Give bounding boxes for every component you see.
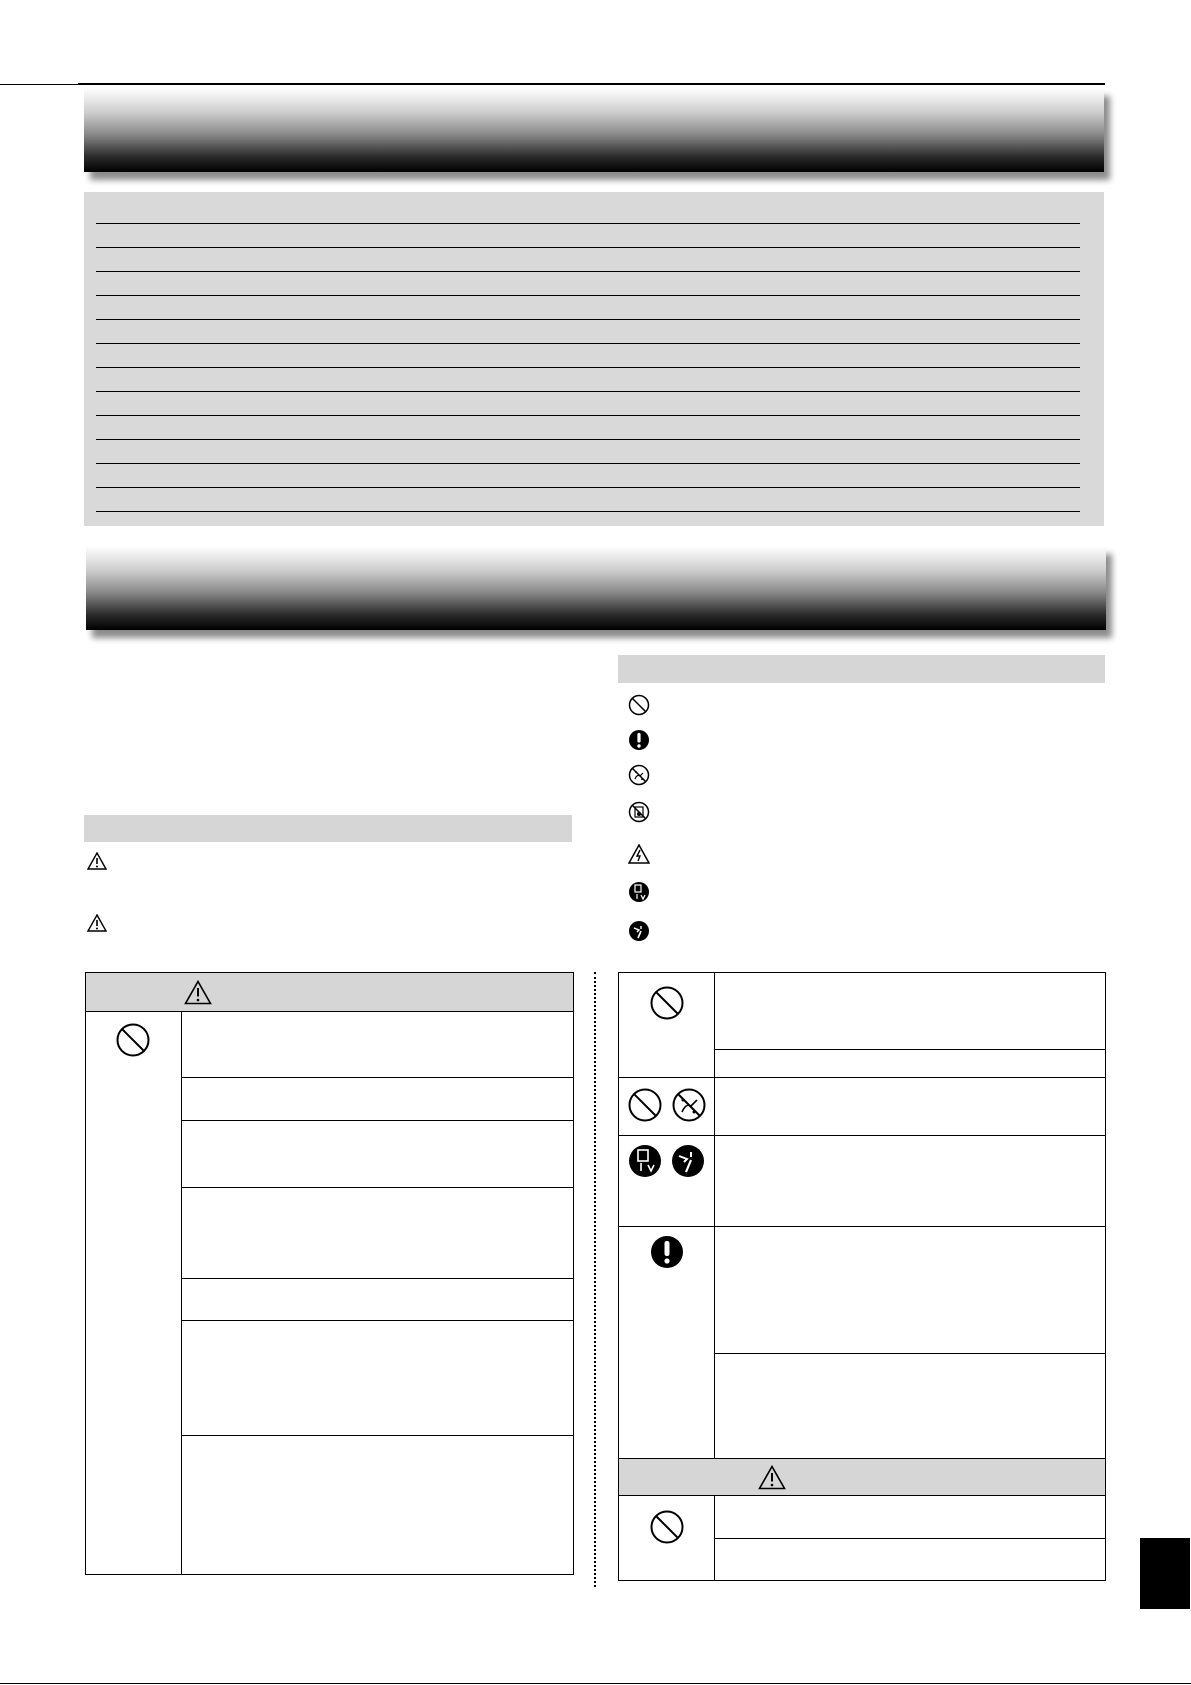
page-tab-marker xyxy=(1140,1538,1190,1609)
toc-entry[interactable] xyxy=(96,415,1080,416)
no-water-splash-icon xyxy=(627,800,651,824)
toc-entry[interactable] xyxy=(96,223,1080,224)
safety-banner xyxy=(86,546,1106,630)
toc-entry[interactable] xyxy=(96,487,1080,488)
prohibited-icon xyxy=(626,1086,664,1124)
unplug-power-icon xyxy=(627,880,651,904)
column-divider xyxy=(714,973,715,1458)
toc-entry[interactable] xyxy=(96,295,1080,296)
unplug-power-icon xyxy=(627,1143,663,1179)
row-divider xyxy=(714,1538,1105,1539)
mandatory-exclamation-icon xyxy=(627,728,651,752)
toc-entry[interactable] xyxy=(96,511,1080,512)
row-divider xyxy=(619,1077,1105,1078)
warning-table xyxy=(85,972,574,1575)
toc-entry[interactable] xyxy=(96,391,1080,392)
disconnect-breaker-icon xyxy=(670,1143,706,1179)
safety-table xyxy=(618,972,1106,1581)
column-divider xyxy=(181,1011,182,1575)
toc-entry[interactable] xyxy=(96,319,1080,320)
prohibited-icon xyxy=(648,1508,686,1546)
mandatory-exclamation-icon xyxy=(649,1234,685,1270)
column-separator xyxy=(594,972,596,1587)
toc-entry[interactable] xyxy=(96,247,1080,248)
toc-entry[interactable] xyxy=(96,439,1080,440)
row-divider xyxy=(181,1077,573,1078)
symbols-bar xyxy=(618,655,1105,683)
no-water-splash-icon xyxy=(670,1086,708,1124)
warning-triangle-icon xyxy=(86,913,108,933)
row-divider xyxy=(181,1278,573,1279)
toc-entry[interactable] xyxy=(96,463,1080,464)
row-divider xyxy=(181,1320,573,1321)
row-divider xyxy=(181,1187,573,1188)
warning-triangle-icon xyxy=(183,979,213,1005)
prohibited-icon xyxy=(648,984,686,1022)
prohibited-icon xyxy=(114,1021,152,1059)
table-of-contents xyxy=(84,192,1104,526)
no-wet-hands-icon xyxy=(627,763,651,787)
disconnect-breaker-icon xyxy=(627,919,651,943)
header-banner xyxy=(84,88,1104,172)
row-divider xyxy=(181,1120,573,1121)
row-divider xyxy=(714,1049,1105,1050)
warning-triangle-icon xyxy=(86,851,108,871)
row-divider xyxy=(181,1435,573,1436)
bottom-rule xyxy=(0,1683,1191,1684)
toc-entry[interactable] xyxy=(96,367,1080,368)
toc-entry[interactable] xyxy=(96,343,1080,344)
row-divider xyxy=(619,1226,1105,1227)
row-divider xyxy=(714,1353,1105,1354)
prohibited-icon xyxy=(627,693,651,717)
top-rule-left xyxy=(0,84,78,85)
row-divider xyxy=(619,1135,1105,1136)
caution-header xyxy=(619,1458,1105,1496)
warning-table-header xyxy=(86,973,573,1012)
toc-entry[interactable] xyxy=(96,271,1080,272)
top-rule xyxy=(78,83,1105,85)
electric-shock-warning-icon xyxy=(627,842,651,866)
warning-triangle-icon xyxy=(757,1464,787,1490)
signal-words-bar xyxy=(84,815,572,842)
